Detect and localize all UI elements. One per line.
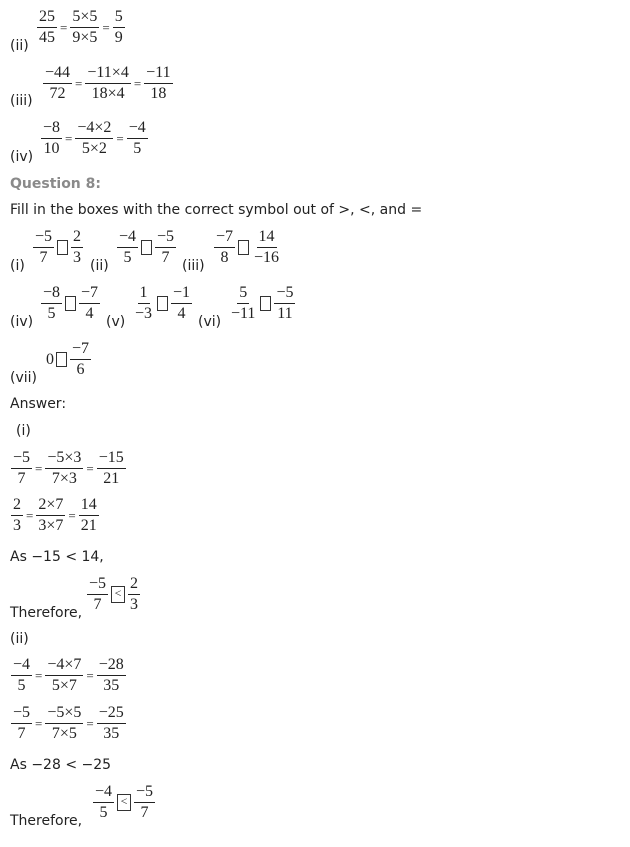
comparison-q-v: $\frac{1}{-3}$ $\frac{-1}{4}$ [135, 284, 191, 322]
equation-prev-iii: $\frac{-44}{72}$ = $\frac{-11\times 4}{18\times 4}$ = $\frac{-11}{18}$ [45, 64, 171, 102]
answer-title: Answer: [10, 396, 67, 412]
answer-ii-result: $\frac{-4}{5}$ < $\frac{-5}{7}$ [95, 783, 154, 821]
label-q-ii: (ii) [90, 258, 109, 274]
equation-prev-iv: $\frac{-8}{10}$ = $\frac{-4\times 2}{5\times 2}$ = $\frac{-4}{5}$ [43, 119, 146, 157]
blank-box [157, 296, 168, 311]
comparison-q-vi: $\frac{5}{-11}$ $\frac{-5}{11}$ [231, 284, 294, 322]
question-text: Fill in the boxes with the correct symbol out of >, <, and = [10, 202, 423, 218]
filled-box: < [111, 586, 125, 603]
answer-i-as-text: As −15 < 14, [10, 549, 104, 565]
blank-box [65, 296, 76, 311]
comparison-q-vii: 0 $\frac{-7}{6}$ [46, 340, 90, 378]
answer-ii-line2: $\frac{-5}{7}$ = $\frac{-5\times 5}{7\times 5}$ = $\frac{-25}{35}$ [13, 704, 124, 742]
answer-label-i: (i) [16, 423, 31, 439]
blank-box [57, 240, 68, 255]
answer-ii-therefore: Therefore, [10, 813, 83, 829]
label-q-v: (v) [106, 314, 126, 330]
blank-box [141, 240, 152, 255]
blank-box [238, 240, 249, 255]
answer-ii-line1: $\frac{-4}{5}$ = $\frac{-4\times 7}{5\times 7}$ = $\frac{-28}{35}$ [13, 656, 124, 694]
equation-prev-ii: $\frac{25}{45}$ = $\frac{5\times 5}{9\times 5}$ = $\frac{5}{9}$ [39, 8, 123, 46]
comparison-q-iii: $\frac{-7}{8}$ $\frac{14}{-16}$ [216, 228, 280, 266]
label-q-iii: (iii) [182, 258, 205, 274]
comparison-q-ii: $\frac{-4}{5}$ $\frac{-5}{7}$ [119, 228, 175, 266]
label-q-vi: (vi) [198, 314, 222, 330]
blank-box [260, 296, 271, 311]
answer-label-ii: (ii) [10, 631, 29, 647]
filled-box: < [117, 794, 131, 811]
label-q-iv: (iv) [10, 314, 34, 330]
label-prev-iv: (iv) [10, 149, 34, 165]
blank-box [56, 352, 67, 367]
question-title: Question 8: [10, 176, 101, 192]
answer-i-therefore: Therefore, [10, 605, 83, 621]
answer-ii-as-text: As −28 < −25 [10, 757, 112, 773]
label-prev-iii: (iii) [10, 93, 33, 109]
label-q-vii: (vii) [10, 370, 37, 386]
answer-i-line1: $\frac{-5}{7}$ = $\frac{-5\times 3}{7\times 3}$ = $\frac{-15}{21}$ [13, 449, 124, 487]
answer-i-line2: $\frac{2}{3}$ = $\frac{2\times 7}{3\times 7}$ = $\frac{14}{21}$ [13, 496, 97, 534]
comparison-q-iv: $\frac{-8}{5}$ $\frac{-7}{4}$ [43, 284, 99, 322]
answer-i-result: $\frac{-5}{7}$ < $\frac{2}{3}$ [89, 575, 139, 613]
label-q-i: (i) [10, 258, 25, 274]
label-prev-ii: (ii) [10, 38, 29, 54]
comparison-q-i: $\frac{-5}{7}$ $\frac{2}{3}$ [35, 228, 82, 266]
